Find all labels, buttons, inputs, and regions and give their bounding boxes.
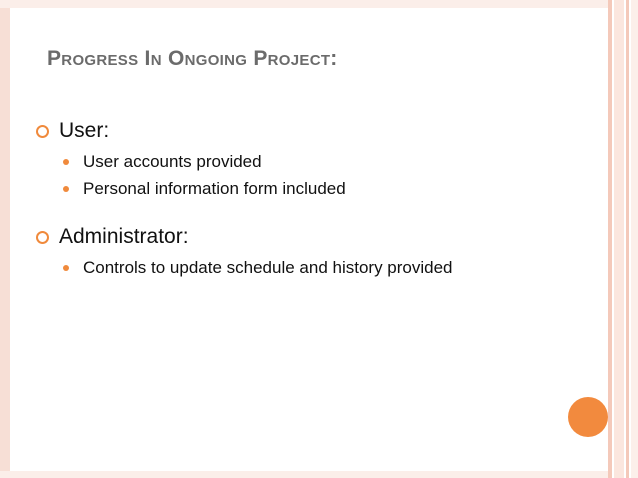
section-administrator	[36, 220, 596, 281]
slide-title: Progress In Ongoing Project:	[47, 47, 338, 70]
filled-dot-bullet-icon	[63, 159, 69, 165]
slide-content	[36, 114, 596, 281]
bullet-item-level2	[36, 148, 596, 175]
hollow-circle-bullet-icon	[36, 125, 49, 138]
orange-circle-icon	[568, 397, 608, 437]
slide-frame-top	[0, 0, 638, 8]
hollow-circle-bullet-icon	[36, 231, 49, 244]
frame-stripe	[608, 0, 612, 478]
section-user	[36, 114, 596, 202]
bullet-item-level2	[36, 175, 596, 202]
filled-dot-bullet-icon	[63, 265, 69, 271]
slide-frame-bottom	[0, 471, 638, 478]
slide-frame-right	[608, 0, 638, 478]
bullet-text: Personal information form included	[83, 178, 346, 198]
frame-stripe	[626, 0, 629, 478]
frame-stripe	[631, 0, 638, 478]
section-heading: Administrator:	[59, 225, 189, 248]
bullet-item-level1	[36, 220, 596, 254]
section-heading: User:	[59, 119, 110, 142]
bullet-item-level1	[36, 114, 596, 148]
filled-dot-bullet-icon	[63, 186, 69, 192]
bullet-text: User accounts provided	[83, 151, 262, 171]
slide-frame-left	[0, 0, 10, 478]
frame-stripe	[614, 0, 624, 478]
bullet-item-level2	[36, 254, 596, 281]
bullet-text: Controls to update schedule and history provided	[83, 257, 453, 277]
